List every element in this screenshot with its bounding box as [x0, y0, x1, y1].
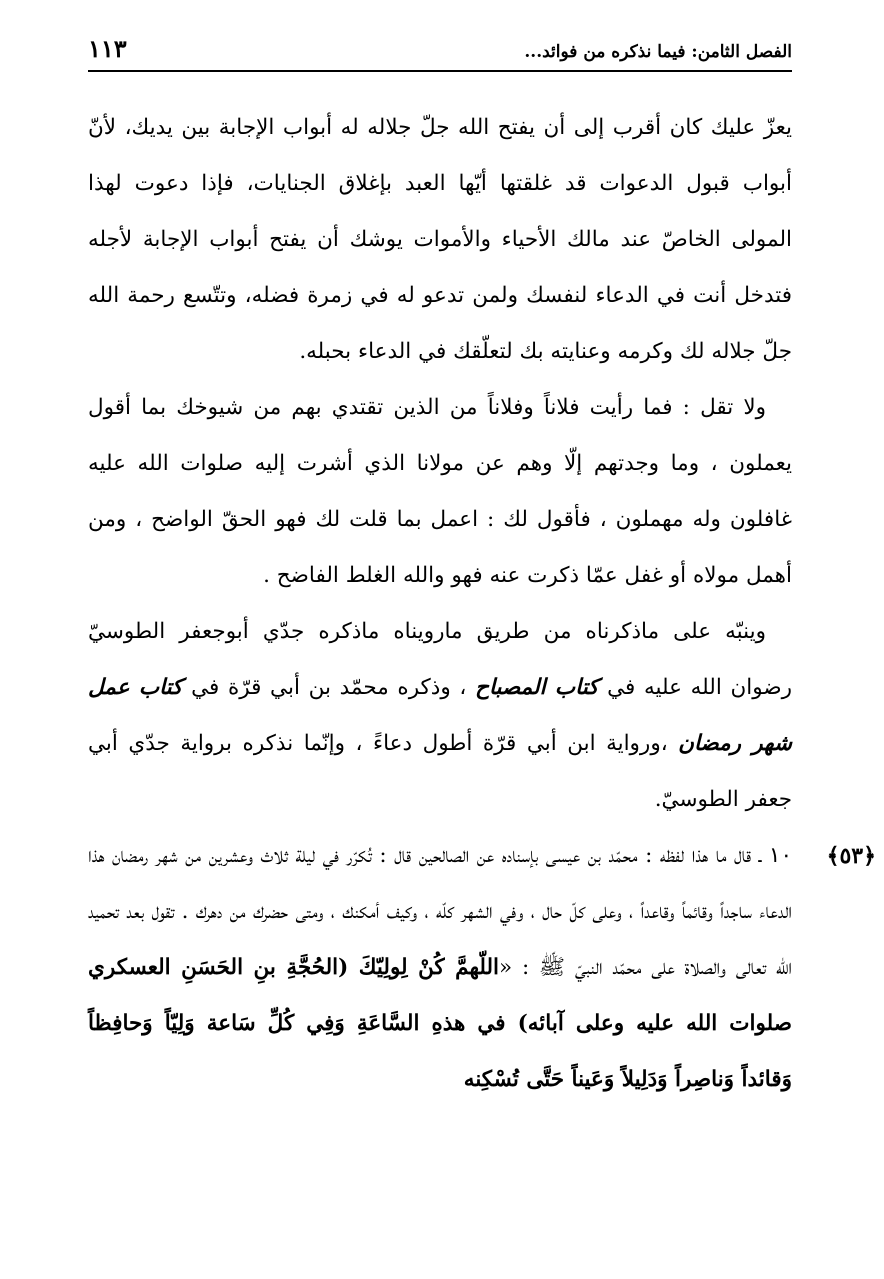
- entry-number: ﴿٥٣﴾: [826, 843, 876, 869]
- paragraph-2: ولا تقل : فما رأيت فلاناً وفلاناً من الذين تقتدي بهم من شيوخك بما أقول يعملون ، وما وجدتهم إلّا وهم عن مولانا الذي أشرت إليه صلوات الله عليه غافلون وله مهملون ، فأقول لك : اعمل بما قلت لك فهو الحقّ الواضح ، ومن أهمل مولاه أو غفل عمّا ذكرت عنه فهو والله الغلط الفاضح .: [88, 395, 792, 588]
- running-header: [88, 30, 792, 72]
- dua-text: اللّهمَّ كُنْ لِولِيّكَ (الحُجَّةِ بنِ الحَسَنِ العسكري صلوات الله عليه وعلى آبائه) في هذهِ السَّاعَةِ وَفِي كُلِّ سَاعة وَلِيّاً وَحافِظاً وَقائداً وَناصِراً وَدَلِيلاً وَعَيناً حَتَّى تُسْكِنه: [88, 955, 792, 1092]
- book-title-misbah: كتاب المصباح: [475, 675, 599, 700]
- paragraph-3-part-3: ،ورواية ابن أبي قرّة أطول دعاءً ، وإنّما نذكره برواية جدّي أبي جعفر الطوسيّ.: [88, 731, 792, 812]
- entry-intro: ١٠ ـ قال ما هذا لفظه : محمّد بن عيسى بإسناده عن الصالحين قال : تُكرّر في ليلة ثلاث وعشرين من شهر رمضان هذا الدعاء ساجداً وقائماً وقاعداً ، وعلى كلّ حال ، وفي الشهر كلّه ، وكيف أمكنك ، ومتى حضرك من دهرك . تقول بعد تحميد الله تعالى والصلاة على محمّد النبيّ ﷺ : «: [88, 843, 792, 980]
- page-number: ١١٣: [88, 34, 127, 63]
- body-text: [88, 100, 876, 1108]
- paragraph-3-part-1: وينبّه على ماذكرناه من طريق مارويناه ماذكره جدّي أبوجعفر الطوسيّ رضوان الله عليه في: [88, 619, 793, 700]
- hadith-entry: [88, 828, 876, 1108]
- paragraph-3-part-2: ، وذكره محمّد بن أبي قرّة في: [182, 675, 476, 700]
- book-title-amal-ramadan: كتاب عمل شهر رمضان: [88, 675, 793, 756]
- paragraph-3: [88, 604, 792, 828]
- paragraph-1: يعزّ عليك كان أقرب إلى أن يفتح الله جلّ جلاله له أبواب الإجابة بين يديك، لأنّ أبواب قبول الدعوات قد غلقتها أيّها العبد بإغلاق الجنايات، فإذا دعوت لهذا المولى الخاصّ عند مالك الأحياء والأموات يوشك أن يفتح أبواب الإجابة لأجله فتدخل أنت في الدعاء لنفسك ولمن تدعو له في زمرة فضله، وتتّسع رحمة الله جلّ جلاله لك وكرمه وعنايته بك لتعلّقك في الدعاء بحبله.: [88, 115, 792, 364]
- chapter-title: الفصل الثامن: فيما نذكره من فوائد...: [524, 42, 792, 62]
